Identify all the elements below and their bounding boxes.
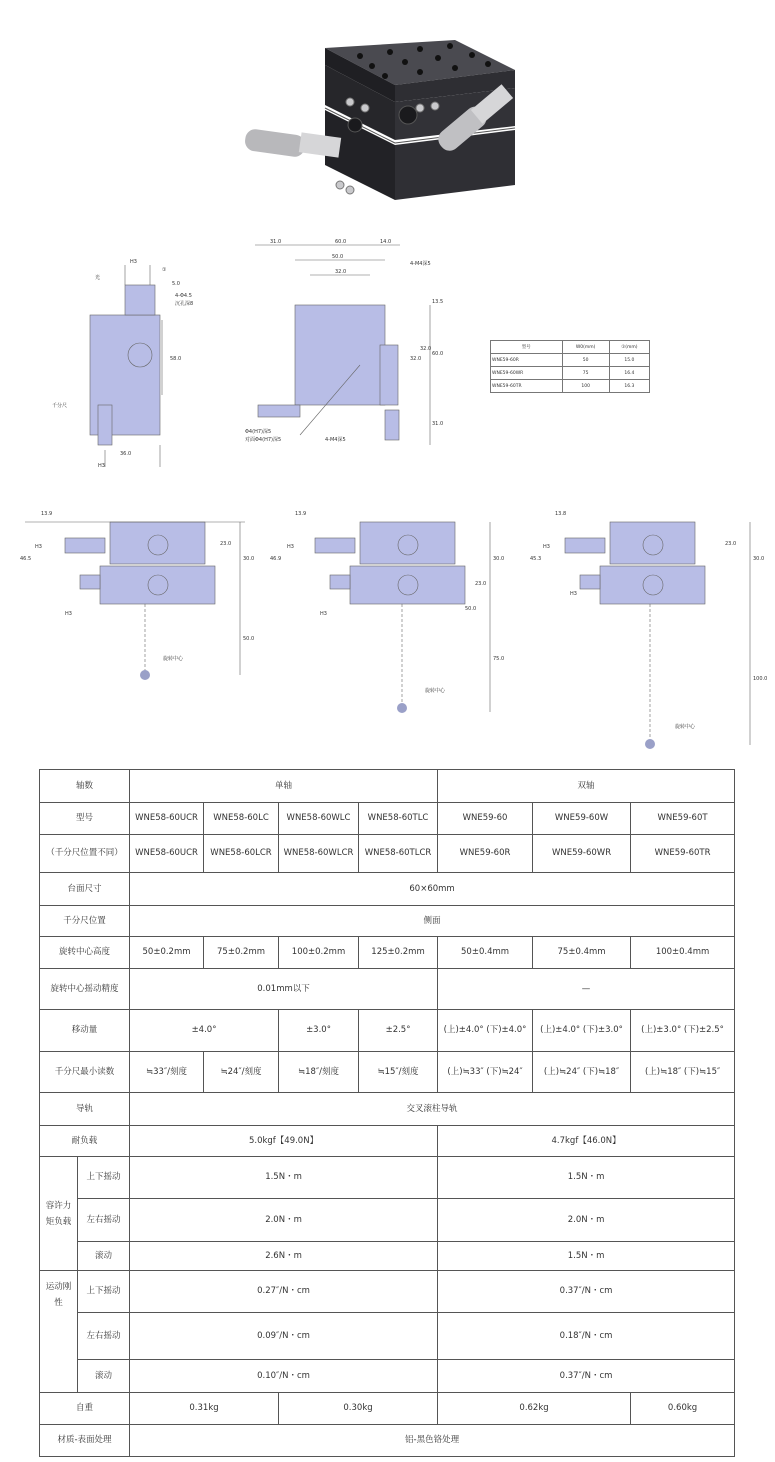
alt-model-label: （千分尺位置不同） [40,835,130,873]
rot3-dim-45-3: 45.3 [530,556,542,562]
top-view-drawing [240,235,460,455]
table-cell: 16.3 [609,380,649,393]
load-single: 5.0kgf【49.0N】 [130,1126,438,1157]
table-cell: 100±0.4mm [631,937,735,969]
table-row [40,1199,735,1242]
table-cell: ≒18″/刻度 [279,1052,359,1093]
rot3-label-center: 旋转中心 [675,724,696,730]
table-row [40,1052,735,1093]
moment-row-label: 上下摇动 [78,1157,130,1199]
rot3-dim-h3b: H3 [570,591,577,597]
min-reading-label: 千分尺最小读数 [40,1052,130,1093]
rot-center-accuracy-single: 0.01mm以下 [130,969,438,1010]
rigidity-group-label: 运动刚性 [40,1271,78,1393]
material-label: 材质-表面处理 [40,1425,130,1457]
table-cell: (上)≒33″ (下)≒24″ [438,1052,533,1093]
table-cell: WNE59-60TR [631,835,735,873]
moment-row-label: 滚动 [78,1242,130,1271]
table-cell: ±3.0° [279,1010,359,1052]
top-dim-13-5: 13.5 [432,299,444,305]
table-cell: WNE59-60WR [533,835,631,873]
model-table-header: ①(mm) [609,341,649,354]
table-row [491,354,650,367]
rot2-dim-30: 30.0 [493,556,505,562]
top-dim-31b: 31.0 [432,421,444,427]
table-row [491,380,650,393]
table-cell: (上)±4.0° (下)±3.0° [533,1010,631,1052]
material-value: 铝-黑色铬处理 [130,1425,735,1457]
table-cell: 50 [562,354,609,367]
table-cell: 50±0.2mm [130,937,204,969]
table-row [40,1313,735,1360]
table-cell: ≒24″/刻度 [204,1052,279,1093]
table-cell: 2.0N・m [130,1199,438,1242]
rot1-dim-30: 30.0 [243,556,255,562]
rot3-dim-13-8: 13.8 [555,511,567,517]
table-size-value: 60×60mm [130,873,735,906]
table-cell: 50±0.4mm [438,937,533,969]
rot1-dim-23: 23.0 [220,541,232,547]
side-view-drawing [50,245,230,475]
table-cell: WNE59-60WR [491,367,563,380]
table-cell: 1.5N・m [438,1242,735,1271]
rot3-dim-30: 30.0 [753,556,765,562]
top-dim-32b: 32.0 [420,346,432,352]
rigidity-row-label: 滚动 [78,1360,130,1393]
table-row [40,1393,735,1425]
moment-group-label: 容许力矩负载 [40,1157,78,1271]
axis-label: 轴数 [40,770,130,803]
rot-center-accuracy-double: — [438,969,735,1010]
table-row [40,1360,735,1393]
table-row [40,937,735,969]
side-note-micrometer: 千分尺 [52,403,68,409]
top-dim-31: 31.0 [270,239,282,245]
table-cell: (上)±3.0° (下)±2.5° [631,1010,735,1052]
rot3-dim-100: 100.0 [753,676,768,682]
table-cell: 0.31kg [130,1393,279,1425]
product-photo [240,30,530,215]
table-size-label: 台面尺寸 [40,873,130,906]
table-cell: 100±0.2mm [279,937,359,969]
rot2-dim-13-9: 13.9 [295,511,307,517]
top-dim-32: 32.0 [335,269,347,275]
rot1-dim-13-9: 13.9 [41,511,53,517]
table-cell: WNE58-60UCR [130,803,204,835]
table-cell: ±4.0° [130,1010,279,1052]
rot3-dim-h3: H3 [543,544,550,550]
table-row [40,1010,735,1052]
load-double: 4.7kgf【46.0N】 [438,1126,735,1157]
table-row [40,1157,735,1199]
spec-table [39,769,735,1457]
table-cell: 75 [562,367,609,380]
rot2-dim-h3b: H3 [320,611,327,617]
table-cell: ≒15″/刻度 [359,1052,438,1093]
table-row [40,1271,735,1313]
side-dim-circle: ① [162,267,167,273]
table-cell: WNE59-60 [438,803,533,835]
top-dim-50: 50.0 [332,254,344,260]
rot3-dim-23: 23.0 [725,541,737,547]
table-cell: (上)≒24″ (下)≒18″ [533,1052,631,1093]
side-dim-36: 36.0 [120,451,132,457]
double-axis-header: 双轴 [438,770,735,803]
single-axis-header: 单轴 [130,770,438,803]
top-note-m4: 4-M4深5 [325,437,346,443]
table-cell: WNE58-60LCR [204,835,279,873]
table-cell: WNE58-60TLCR [359,835,438,873]
table-row [40,1093,735,1126]
table-cell: 75±0.4mm [533,937,631,969]
table-cell: WNE59-60TR [491,380,563,393]
table-cell: 0.37″/N・cm [438,1271,735,1313]
side-dim-5: 5.0 [172,281,180,287]
table-cell: 16.4 [609,367,649,380]
table-cell: WNE58-60LC [204,803,279,835]
rot2-dim-50: 50.0 [465,606,477,612]
rigidity-row-label: 上下摇动 [78,1271,130,1313]
guide-value: 交叉滚柱导轨 [130,1093,735,1126]
table-row [491,341,650,354]
top-dim-60b: 60.0 [432,351,444,357]
load-label: 耐负载 [40,1126,130,1157]
rot2-label-center: 旋转中心 [425,688,446,694]
table-cell: (上)≒18″ (下)≒15″ [631,1052,735,1093]
table-row [40,1242,735,1271]
table-cell: 0.37″/N・cm [438,1360,735,1393]
top-dim-m4: 4-M4深5 [410,261,431,267]
top-note-hole: Φ4(H7)深5 [245,429,272,435]
table-cell: ±2.5° [359,1010,438,1052]
table-cell: 2.6N・m [130,1242,438,1271]
table-cell: 0.62kg [438,1393,631,1425]
guide-label: 导轨 [40,1093,130,1126]
rot-center-accuracy-label: 旋转中心摇动精度 [40,969,130,1010]
side-dim-bolt: 4-Φ4.5 [175,293,192,299]
table-cell: 0.10″/N・cm [130,1360,438,1393]
table-cell: 1.5N・m [438,1157,735,1199]
top-note-hole-opposite: 对面Φ4(H7)深5 [245,437,282,443]
table-row [40,1126,735,1157]
table-row [40,906,735,937]
table-cell: 100 [562,380,609,393]
table-row [40,835,735,873]
rot-center-height-label: 旋转中心高度 [40,937,130,969]
table-row [40,873,735,906]
table-cell: WNE58-60WLC [279,803,359,835]
table-row [40,803,735,835]
table-cell: WNE58-60UCR [130,835,204,873]
top-dim-60: 60.0 [335,239,347,245]
table-row [40,770,735,803]
table-cell: WNE59-60T [631,803,735,835]
table-cell: 0.09″/N・cm [130,1313,438,1360]
table-cell: (上)±4.0° (下)±4.0° [438,1010,533,1052]
rot2-dim-h3: H3 [287,544,294,550]
weight-label: 自重 [40,1393,130,1425]
rot2-dim-75: 75.0 [493,656,505,662]
travel-label: 移动量 [40,1010,130,1052]
table-row [40,969,735,1010]
table-row [491,367,650,380]
rotation-view-3 [525,500,770,755]
rot2-dim-46-9: 46.9 [270,556,282,562]
table-cell: 125±0.2mm [359,937,438,969]
side-note-light: 光 [95,275,101,281]
model-table-header: 型号 [491,341,563,354]
moment-row-label: 左右摇动 [78,1199,130,1242]
rotation-view-2 [265,500,515,725]
model-label: 型号 [40,803,130,835]
top-dim-14: 14.0 [380,239,392,245]
side-dim-h3: H3 [130,259,137,265]
side-dim-58: 58.0 [170,356,182,362]
table-cell: WNE58-60TLC [359,803,438,835]
rot2-dim-23: 23.0 [475,581,487,587]
rotation-view-1 [15,500,260,690]
rot1-dim-50: 50.0 [243,636,255,642]
table-cell: 15.0 [609,354,649,367]
table-cell: 0.27″/N・cm [130,1271,438,1313]
rot1-dim-46-5: 46.5 [20,556,32,562]
table-cell: 2.0N・m [438,1199,735,1242]
table-cell: 0.18″/N・cm [438,1313,735,1360]
table-cell: WNE58-60WLCR [279,835,359,873]
micrometer-pos-value: 侧面 [130,906,735,937]
rot1-dim-h3b: H3 [65,611,72,617]
table-cell: WNE59-60R [491,354,563,367]
top-dim-32c: 32.0 [410,356,422,362]
table-cell: ≒33″/刻度 [130,1052,204,1093]
table-cell: WNE59-60W [533,803,631,835]
model-dim-table [490,340,650,393]
side-dim-counterbore: 沉孔深8 [175,301,194,307]
table-cell: WNE59-60R [438,835,533,873]
table-cell: 75±0.2mm [204,937,279,969]
rot1-label-center: 旋转中心 [163,656,184,662]
table-cell: 1.5N・m [130,1157,438,1199]
rot1-dim-h3: H3 [35,544,42,550]
side-dim-h3b: H3 [98,463,105,469]
model-table-header: W0(mm) [562,341,609,354]
rigidity-row-label: 左右摇动 [78,1313,130,1360]
table-cell: 0.60kg [631,1393,735,1425]
micrometer-pos-label: 千分尺位置 [40,906,130,937]
table-row [40,1425,735,1457]
table-cell: 0.30kg [279,1393,438,1425]
